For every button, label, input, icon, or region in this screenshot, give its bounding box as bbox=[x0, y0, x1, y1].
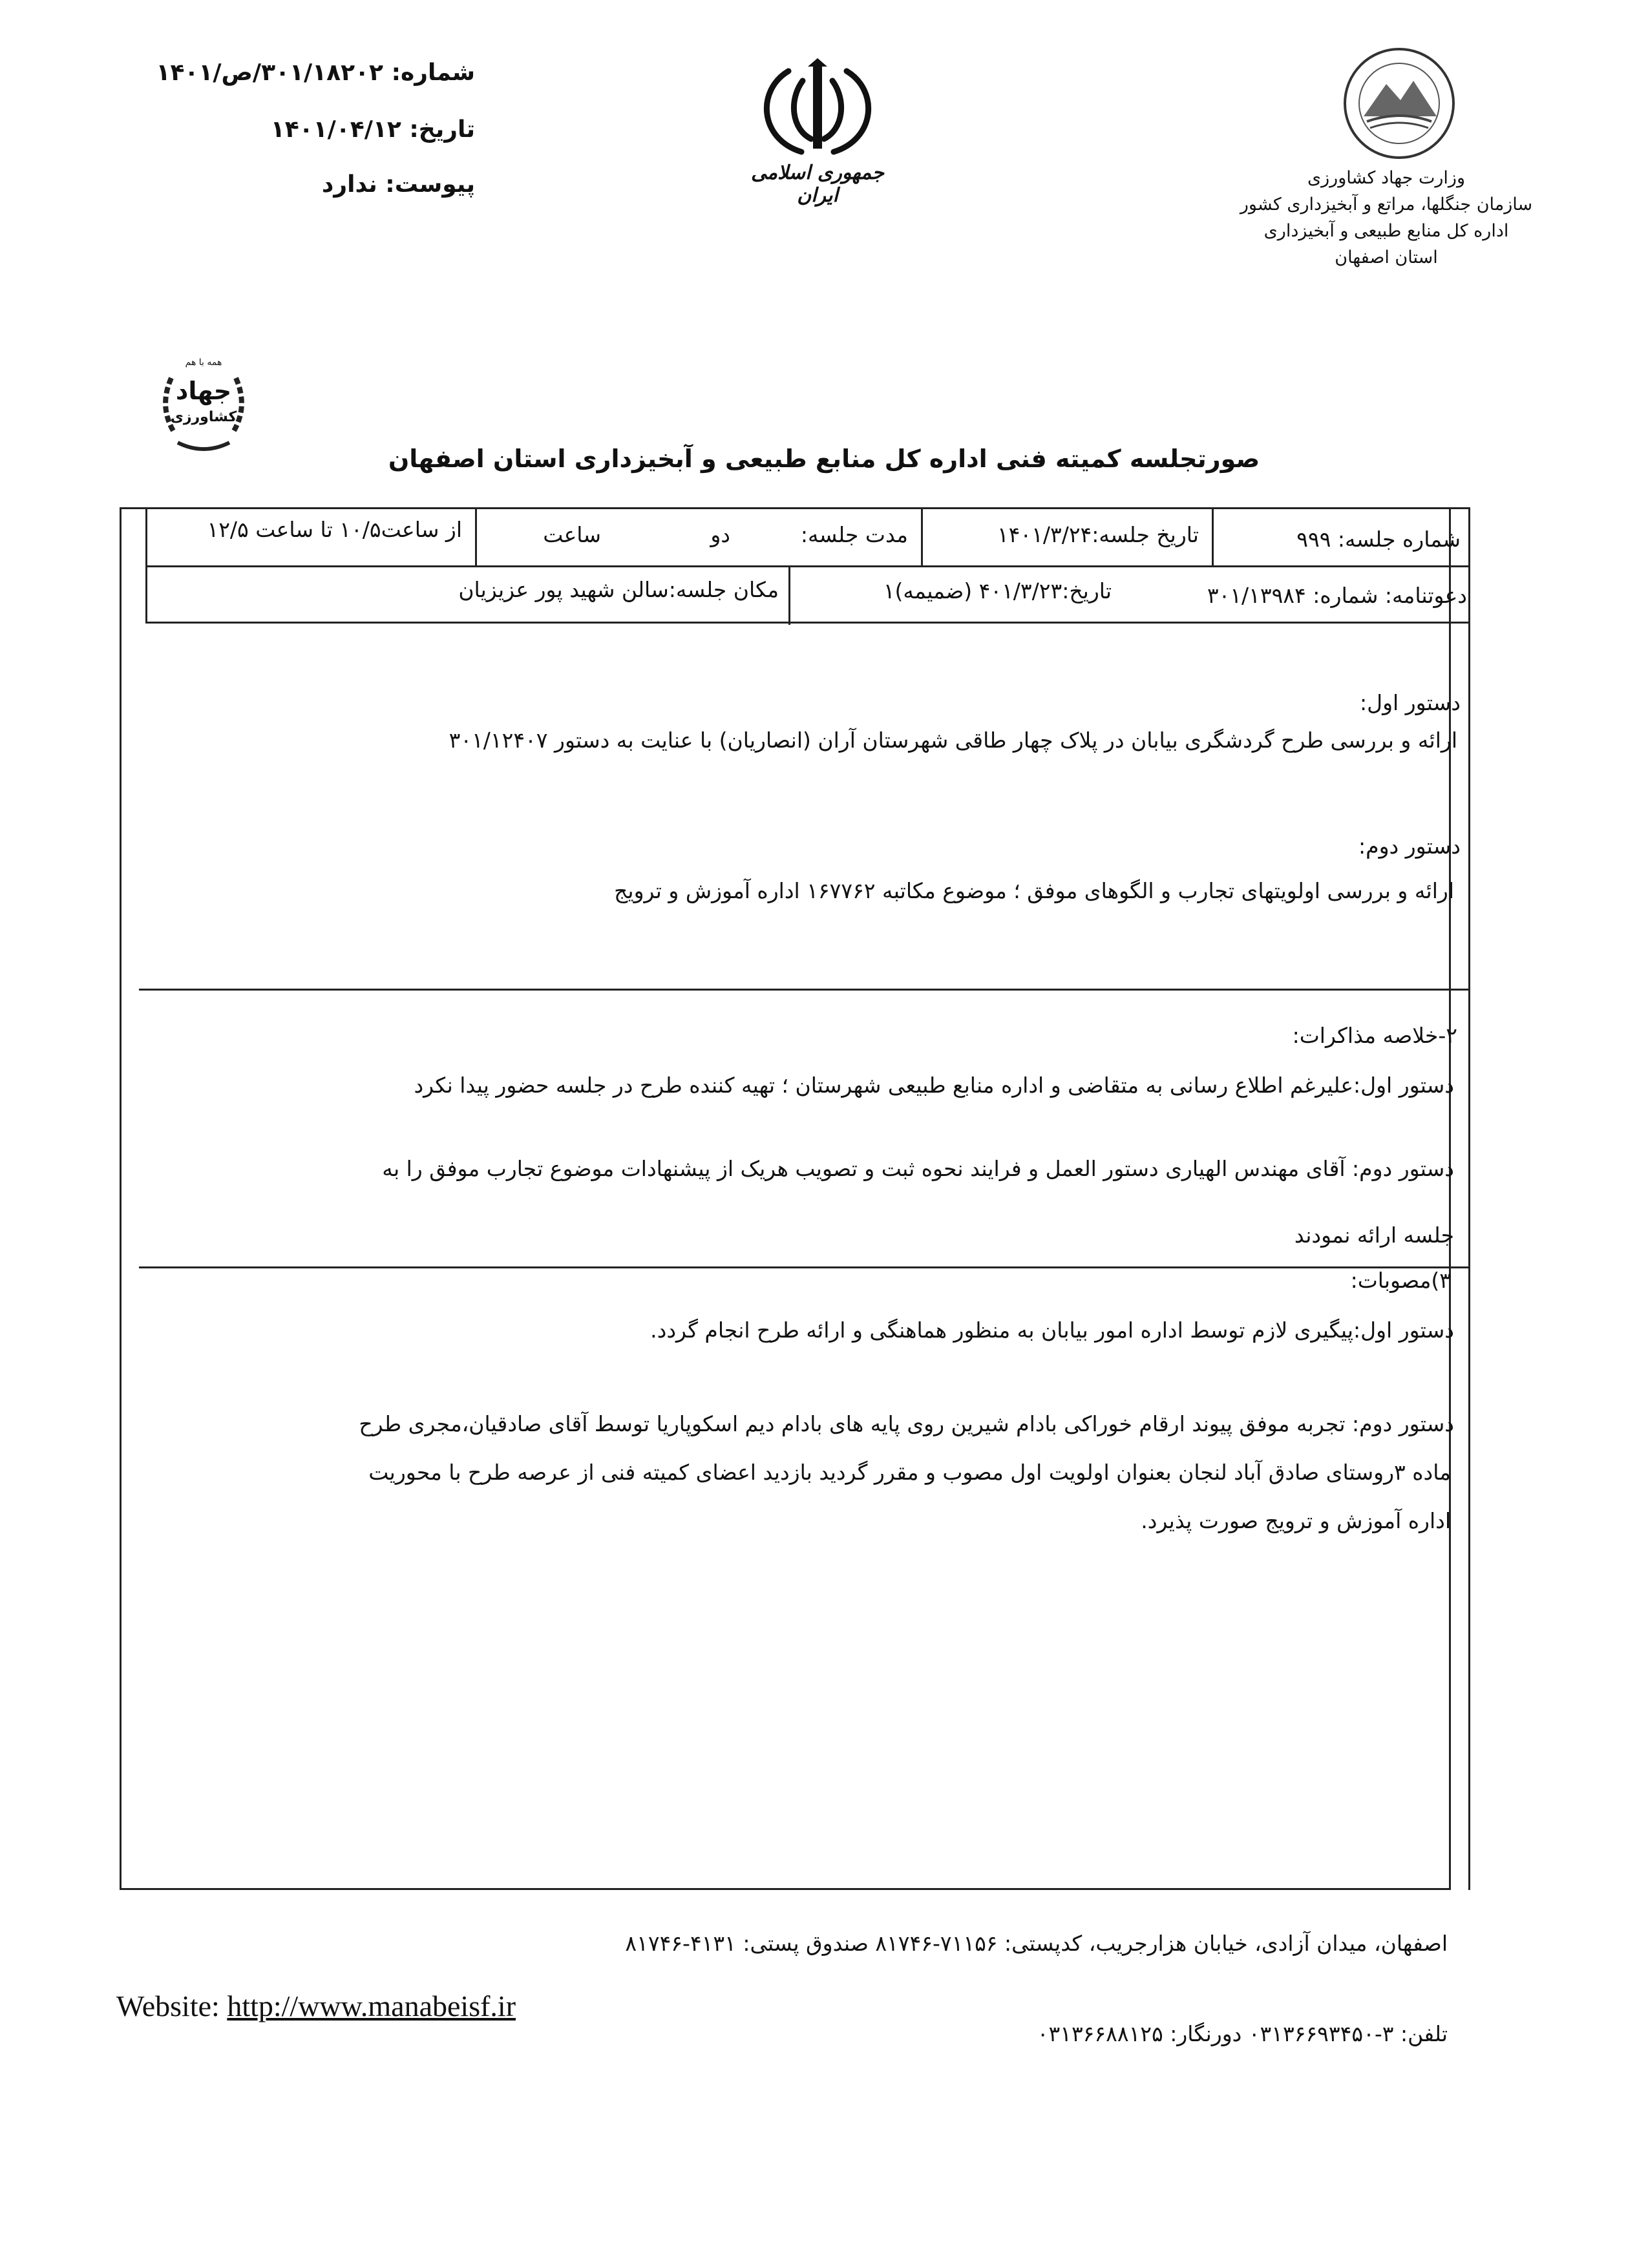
meeting-duration-value: دو bbox=[710, 522, 730, 547]
resolutions-heading: ۳)مصوبات: bbox=[1350, 1268, 1451, 1293]
letter-number: شماره: ۳۰۱/۱۸۲۰۲/ص/۱۴۰۱ bbox=[156, 59, 475, 86]
table-column-divider bbox=[475, 507, 477, 567]
agenda-second-label: دستور دوم: bbox=[1358, 834, 1461, 859]
meeting-number: شماره جلسه: ۹۹۹ bbox=[1296, 527, 1461, 552]
table-row-divider bbox=[145, 565, 1470, 567]
summary-first: دستور اول:علیرغم اطلاع رسانی به متقاضی و اداره منابع طبیعی شهرستان ؛ تهیه کننده طرح در جلسه حضور پیدا نکرد bbox=[414, 1073, 1454, 1098]
jihad-logo-sub: کشاورزی bbox=[170, 409, 237, 425]
organization-text bbox=[1218, 165, 1554, 271]
form-right-border bbox=[1468, 507, 1470, 1890]
footer-address: اصفهان، میدان آزادی، خیابان هزارجریب، کدپستی: ۷۱۱۵۶-۸۱۷۴۶ صندوق پستی: ۴۱۳۱-۸۱۷۴۶ bbox=[625, 1931, 1448, 1956]
table-column-divider bbox=[921, 507, 923, 567]
footer-phone: تلفن: ۳-۰۳۱۳۶۶۹۳۴۵۰ دورنگار: ۰۳۱۳۶۶۸۸۱۲۵ bbox=[1037, 2021, 1448, 2046]
invitation-date: تاریخ:۴۰۱/۳/۲۳ (ضمیمه)۱ bbox=[883, 578, 1112, 604]
agenda-second-text: ارائه و بررسی اولویتهای تجارب و الگوهای موفق ؛ موضوع مکاتبه ۱۶۷۷۶۲ اداره آموزش و ترویج bbox=[614, 878, 1454, 903]
iran-emblem bbox=[743, 55, 892, 207]
summary-heading: ۲-خلاصه مذاکرات: bbox=[1292, 1023, 1457, 1048]
jihad-logo-top: همه با هم bbox=[185, 357, 222, 368]
agenda-first-text: ارائه و بررسی طرح گردشگری بیابان در پلاک چهار طاقی شهرستان آران (انصاریان) با عنایت به دستور ۳۰۱/۱۲۴۰۷ bbox=[449, 728, 1457, 753]
resolution-second-line2: ماده ۳روستای صادق آباد لنجان بعنوان اولویت اول مصوب و مقرر گردید بازدید اعضای کمیته فنی از عرصه طرح با محوریت bbox=[368, 1460, 1451, 1485]
meeting-duration-label: مدت جلسه: bbox=[800, 522, 908, 547]
jihad-logo-main: جهاد bbox=[175, 377, 232, 405]
letter-attachment: پیوست: ندارد bbox=[321, 171, 475, 198]
meeting-date: تاریخ جلسه:۱۴۰۱/۳/۲۴ bbox=[997, 522, 1199, 547]
table-column-divider bbox=[1212, 507, 1214, 567]
website-link[interactable]: http://www.manabeisf.ir bbox=[227, 1990, 516, 2022]
org-ministry: وزارت جهاد کشاورزی bbox=[1307, 168, 1465, 188]
organization-logo bbox=[1341, 45, 1457, 162]
summary-second-line2: جلسه ارائه نمودند bbox=[1294, 1223, 1454, 1248]
org-province: استان اصفهان bbox=[1335, 247, 1438, 268]
summary-second-line1: دستور دوم: آقای مهندس الهیاری دستور العمل و فرایند نحوه ثبت و تصویب هریک از پیشنهادات موضوع تجارب موفق را به bbox=[382, 1156, 1454, 1181]
meeting-time: از ساعت۱۰/۵ تا ساعت ۱۲/۵ bbox=[207, 517, 462, 542]
section-divider bbox=[139, 989, 1470, 991]
website-label: Website: bbox=[116, 1990, 220, 2022]
emblem-caption: جمهوری اسلامی ایران bbox=[750, 162, 885, 207]
forest-organization-logo-icon bbox=[1341, 45, 1457, 162]
org-general-office: اداره کل منابع طبیعی و آبخیزداری bbox=[1263, 221, 1509, 241]
agenda-first-label: دستور اول: bbox=[1360, 690, 1461, 715]
minutes-form bbox=[120, 507, 1451, 1890]
meeting-location: مکان جلسه:سالن شهید پور عزیزیان bbox=[458, 577, 779, 602]
resolution-second-line1: دستور دوم: تجربه موفق پیوند ارقام خوراکی بادام شیرین روی پایه های بادام دیم اسکوپاریا توسط آقای صادقیان،مجری طرح bbox=[359, 1411, 1454, 1436]
website bbox=[116, 1989, 516, 2023]
resolution-second-line3: اداره آموزش و ترویج صورت پذیرد. bbox=[1141, 1508, 1451, 1533]
resolution-first: دستور اول:پیگیری لازم توسط اداره امور بیابان به منظور هماهنگی و ارائه طرح انجام گردد. bbox=[650, 1318, 1454, 1343]
iran-emblem-icon bbox=[743, 55, 892, 165]
letter-date: تاریخ: ۱۴۰۱/۰۴/۱۲ bbox=[270, 116, 475, 143]
invitation-number: دعوتنامه: شماره: ۳۰۱/۱۳۹۸۴ bbox=[1207, 583, 1467, 608]
jihad-logo bbox=[152, 352, 255, 456]
meeting-duration-unit: ساعت bbox=[543, 522, 601, 547]
section-divider bbox=[139, 1266, 1470, 1268]
org-national: سازمان جنگلها، مراتع و آبخیزداری کشور bbox=[1240, 194, 1533, 215]
document-title: صورتجلسه کمیته فنی اداره کل منابع طبیعی و آبخیزداری استان اصفهان bbox=[388, 445, 1260, 473]
table-column-divider bbox=[788, 565, 790, 625]
